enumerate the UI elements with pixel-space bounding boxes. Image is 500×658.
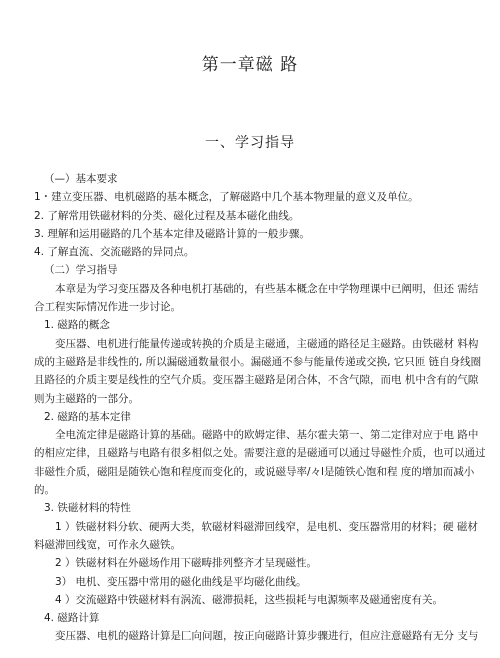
requirement-item: 2. 了解常用铁磁材料的分类、磁化过程及基本磁化曲线。 — [34, 209, 300, 222]
paragraph: 变压器、电机的磁路计算是匚向问题，按正向磁路计算步骤进行，但应注意磁路有无分 支与 — [55, 630, 479, 643]
list-item: 2 ）铁磁材料在外磁场作用下磁畴排列整齐才呈现磁性。 — [55, 557, 318, 570]
topic-heading: 3. 铁磁材料的特性 — [44, 502, 131, 515]
paragraph-intro: 本章是为学习变压器及各种电机打基础的，有些基本概念在中学物理课中已阐明，但还 需结合工程实际情况作进一步讨论。 — [34, 282, 479, 314]
topic-heading: 4. 磁路计算 — [44, 612, 100, 625]
paragraph: 全电流定律是磁路计算的基础。磁路中的欧姆定律、基尔霍夫第一、第二定律对应于电 路中的相应定律，且磁路与电路有很多相似之处。需要注意的是磁通可以通过导磁性介质，也可以通过非磁性介质，磁阻是随铁心饱和程度而变化的，或说磁导率/々l是随铁心饱和程 度的增加而减小的。 — [34, 429, 486, 497]
requirement-item: 1・建立变压器、电机磁路的基本概念，了解磁路中几个基本物理量的意义及单位。 — [34, 191, 419, 204]
list-item: 1 ）铁磁材料分软、硬两大类，软磁材料磁滞回线窄，是电机、变压器常用的材料；硬 磁材料磁滞回线宽，可作永久磁铁。 — [34, 520, 478, 551]
paragraph: 变压器、电机进行能量传递或转换的介质是主磁通，主磁通的路径足主磁路。由铁磁材 料构成的主磁路是非线性的, 所以漏磁通数量很小。漏磁通不参与能量传递或交换, 它只匝 链自身线圈且路径的介质主要是线性的空气介质。变压器主磁路是闭合体，不含气隙，而电 机中含有的气隙则为主磁路的一部分。 — [34, 337, 482, 405]
subsection-heading-basic-requirements: （—）基本要求 — [44, 173, 118, 185]
topic-heading: 2. 磁路的基本定律 — [44, 410, 131, 423]
requirement-item: 3. 理解和运用磁路的几个基本定律及磁路计算的一般步骤。 — [34, 227, 310, 240]
section-title: 一、学习指导 — [205, 135, 295, 151]
subsection-heading-study-guide: （二）学习指导 — [44, 264, 118, 277]
list-item: 3） 电机、变压器中常用的磁化曲线是平均磁化曲线。 — [55, 575, 307, 588]
list-item: 4 ）交流磁路中铁磁材料有涡流、磁滞损耗，这些损耗与电源频率及磁通密度有关。 — [55, 593, 444, 606]
chapter-title: 第一章磁 路 — [201, 55, 299, 75]
requirement-item: 4. 了解直流、交流磁路的异同点。 — [34, 246, 195, 259]
document-body — [34, 170, 488, 646]
topic-heading: 1. 磁路的概念 — [44, 319, 110, 332]
